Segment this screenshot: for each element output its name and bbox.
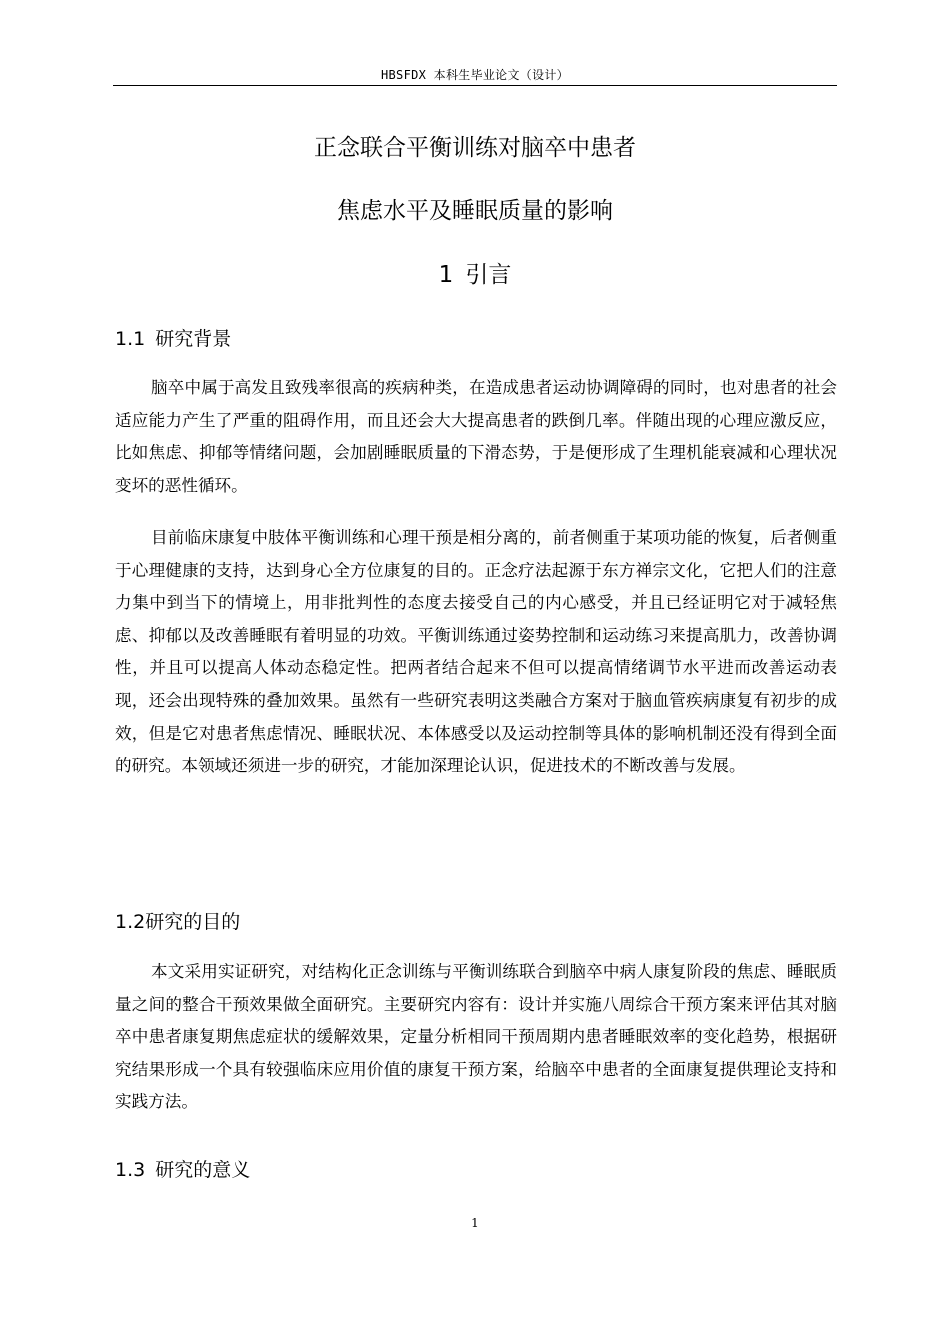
header-rule	[113, 85, 837, 86]
thesis-title-line-2: 焦虑水平及睡眠质量的影响	[337, 198, 613, 224]
page-number: 1	[471, 1216, 479, 1230]
section-heading-1-2	[115, 909, 240, 935]
paragraph-purpose: 本文采用实证研究，对结构化正念训练与平衡训练联合到脑卒中病人康复阶段的焦虑、睡眠质量之间的整合干预效果做全面研究。主要研究内容有：设计并实施八周综合干预方案来评估其对脑卒中患者康复期焦虑症状的缓解效果，定量分析相同干预周期内患者睡眠效率的变化趋势，根据研究结果形成一个具有较强临床应用价值的康复干预方案，给脑卒中患者的全面康复提供理论支持和实践方法。	[115, 962, 837, 1112]
chapter-title: 引言	[465, 262, 512, 288]
section-title: 研究背景	[155, 328, 232, 350]
thesis-title-line-1: 正念联合平衡训练对脑卒中患者	[314, 135, 636, 161]
section-title: 研究的目的	[145, 911, 241, 933]
section-number: 1.2	[115, 911, 146, 933]
section-number: 1.3	[115, 1159, 146, 1181]
paragraph-background-1: 脑卒中属于高发且致残率很高的疾病种类，在造成患者运动协调障碍的同时，也对患者的社会适应能力产生了严重的阻碍作用，而且还会大大提高患者的跌倒几率。伴随出现的心理应激反应，比如焦虑、抑郁等情绪问题，会加剧睡眠质量的下滑态势，于是便形成了生理机能衰减和心理状况变坏的恶性循环。	[115, 378, 837, 495]
chapter-number: 1	[438, 262, 454, 288]
section-heading-1-3	[115, 1157, 250, 1183]
running-header: HBSFDX 本科生毕业论文（设计）	[381, 68, 569, 82]
paragraph-background-2: 目前临床康复中肢体平衡训练和心理干预是相分离的，前者侧重于某项功能的恢复，后者侧重于心理健康的支持，达到身心全方位康复的目的。正念疗法起源于东方禅宗文化，它把人们的注意力集中到当下的情境上，用非批判性的态度去接受自己的内心感受，并且已经证明它对于减轻焦虑、抑郁以及改善睡眠有着明显的功效。平衡训练通过姿势控制和运动练习来提高肌力，改善协调性，并且可以提高人体动态稳定性。把两者结合起来不但可以提高情绪调节水平进而改善运动表现，还会出现特殊的叠加效果。虽然有一些研究表明这类融合方案对于脑血管疾病康复有初步的成效，但是它对患者焦虑情况、睡眠状况、本体感受以及运动控制等具体的影响机制还没有得到全面的研究。本领域还须进一步的研究，才能加深理论认识，促进技术的不断改善与发展。	[115, 528, 837, 776]
section-number: 1.1	[115, 328, 146, 350]
chapter-heading	[113, 260, 837, 290]
section-heading-1-1	[115, 326, 231, 352]
section-title: 研究的意义	[155, 1159, 251, 1181]
